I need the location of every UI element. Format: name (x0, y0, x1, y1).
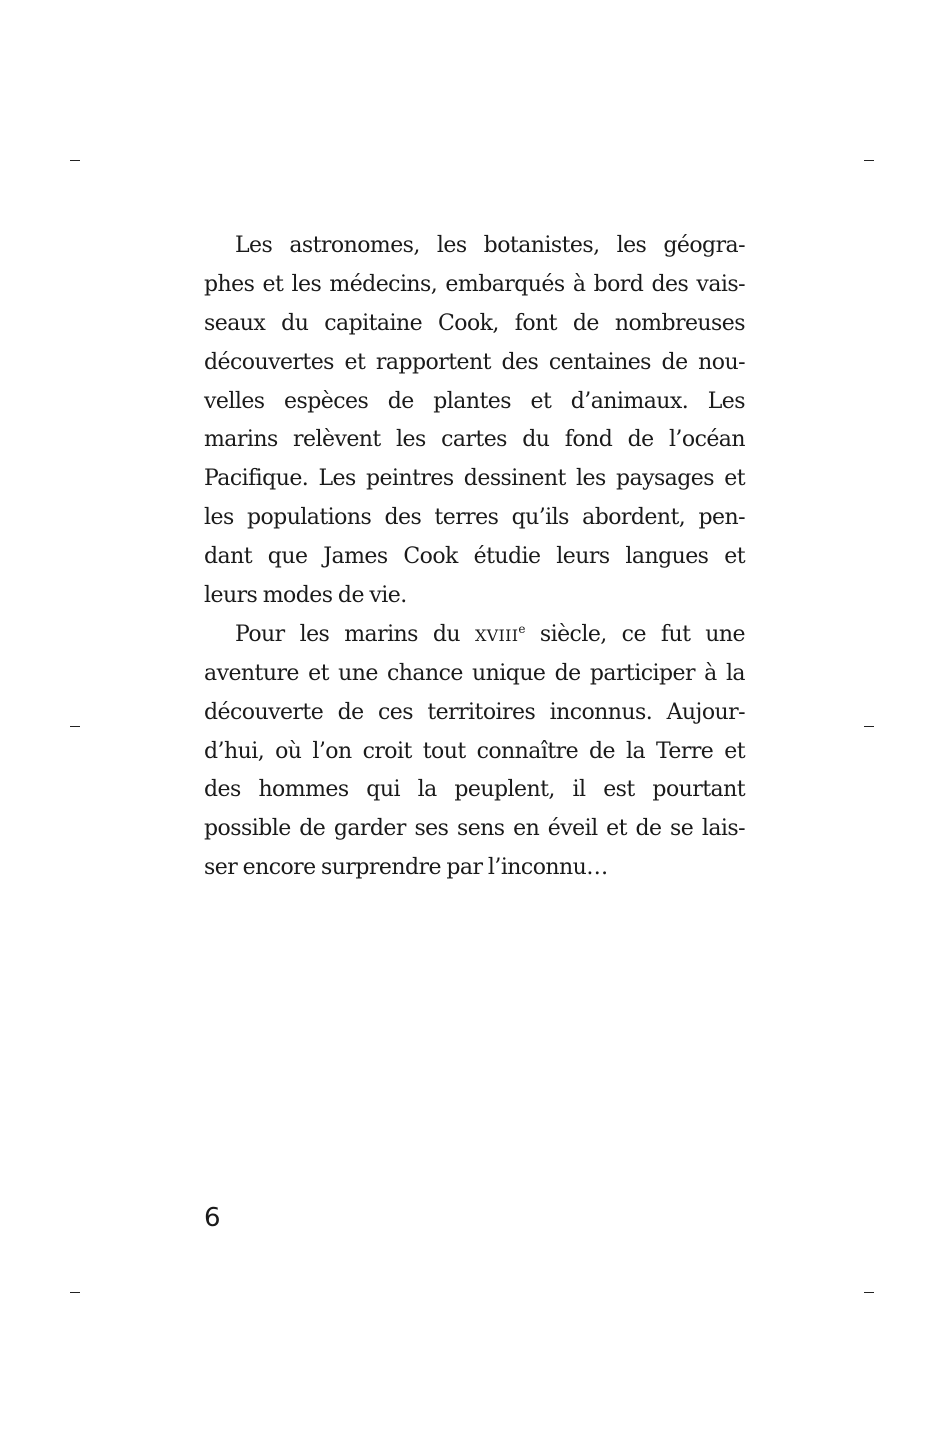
text-line: dant que James Cook étudie leurs langues et (204, 544, 745, 570)
paragraph-1 (204, 227, 745, 616)
crop-mark-middle-left (70, 726, 80, 727)
crop-mark-bottom-right (864, 1292, 874, 1293)
crop-mark-top-left (70, 160, 80, 161)
crop-mark-top-right (864, 160, 874, 161)
text-line: marins relèvent les cartes du fond de l’océan (204, 427, 745, 453)
text-line: leurs modes de vie. (204, 583, 407, 609)
text-line: découverte de ces territoires inconnus. Aujour- (204, 699, 745, 725)
text-line: ser encore surprendre par l’inconnu… (204, 855, 608, 881)
text-line: les populations des terres qu’ils abordent, pen- (204, 505, 745, 531)
text-line-first (204, 616, 745, 655)
text-line: des hommes qui la peuplent, il est pourtant (204, 777, 745, 803)
text-line: Pacifique. Les peintres dessinent les paysages et (204, 466, 745, 492)
text-fragment: siècle, ce fut une (524, 621, 746, 647)
crop-mark-bottom-left (70, 1292, 80, 1293)
crop-mark-middle-right (864, 726, 874, 727)
text-line: seaux du capitaine Cook, font de nombreuses (204, 310, 745, 336)
text-line: aventure et une chance unique de participer à la (204, 660, 745, 686)
century-numeral: XVIII (474, 625, 519, 645)
text-line: velles espèces de plantes et d’animaux. Les (204, 388, 745, 414)
text-line: Les astronomes, les botanistes, les géogra- (235, 233, 745, 258)
paragraph-2 (204, 616, 745, 888)
century-superscript: e (518, 621, 525, 636)
body-text (204, 227, 745, 888)
page-number: 6 (204, 1203, 221, 1233)
text-fragment: Pour les marins du (235, 621, 475, 647)
text-line: possible de garder ses sens en éveil et de se lais- (204, 816, 745, 842)
text-line: phes et les médecins, embarqués à bord des vais- (204, 271, 745, 297)
text-line: découvertes et rapportent des centaines de nou- (204, 349, 745, 375)
text-line: d’hui, où l’on croit tout connaître de la Terre et (204, 738, 745, 764)
